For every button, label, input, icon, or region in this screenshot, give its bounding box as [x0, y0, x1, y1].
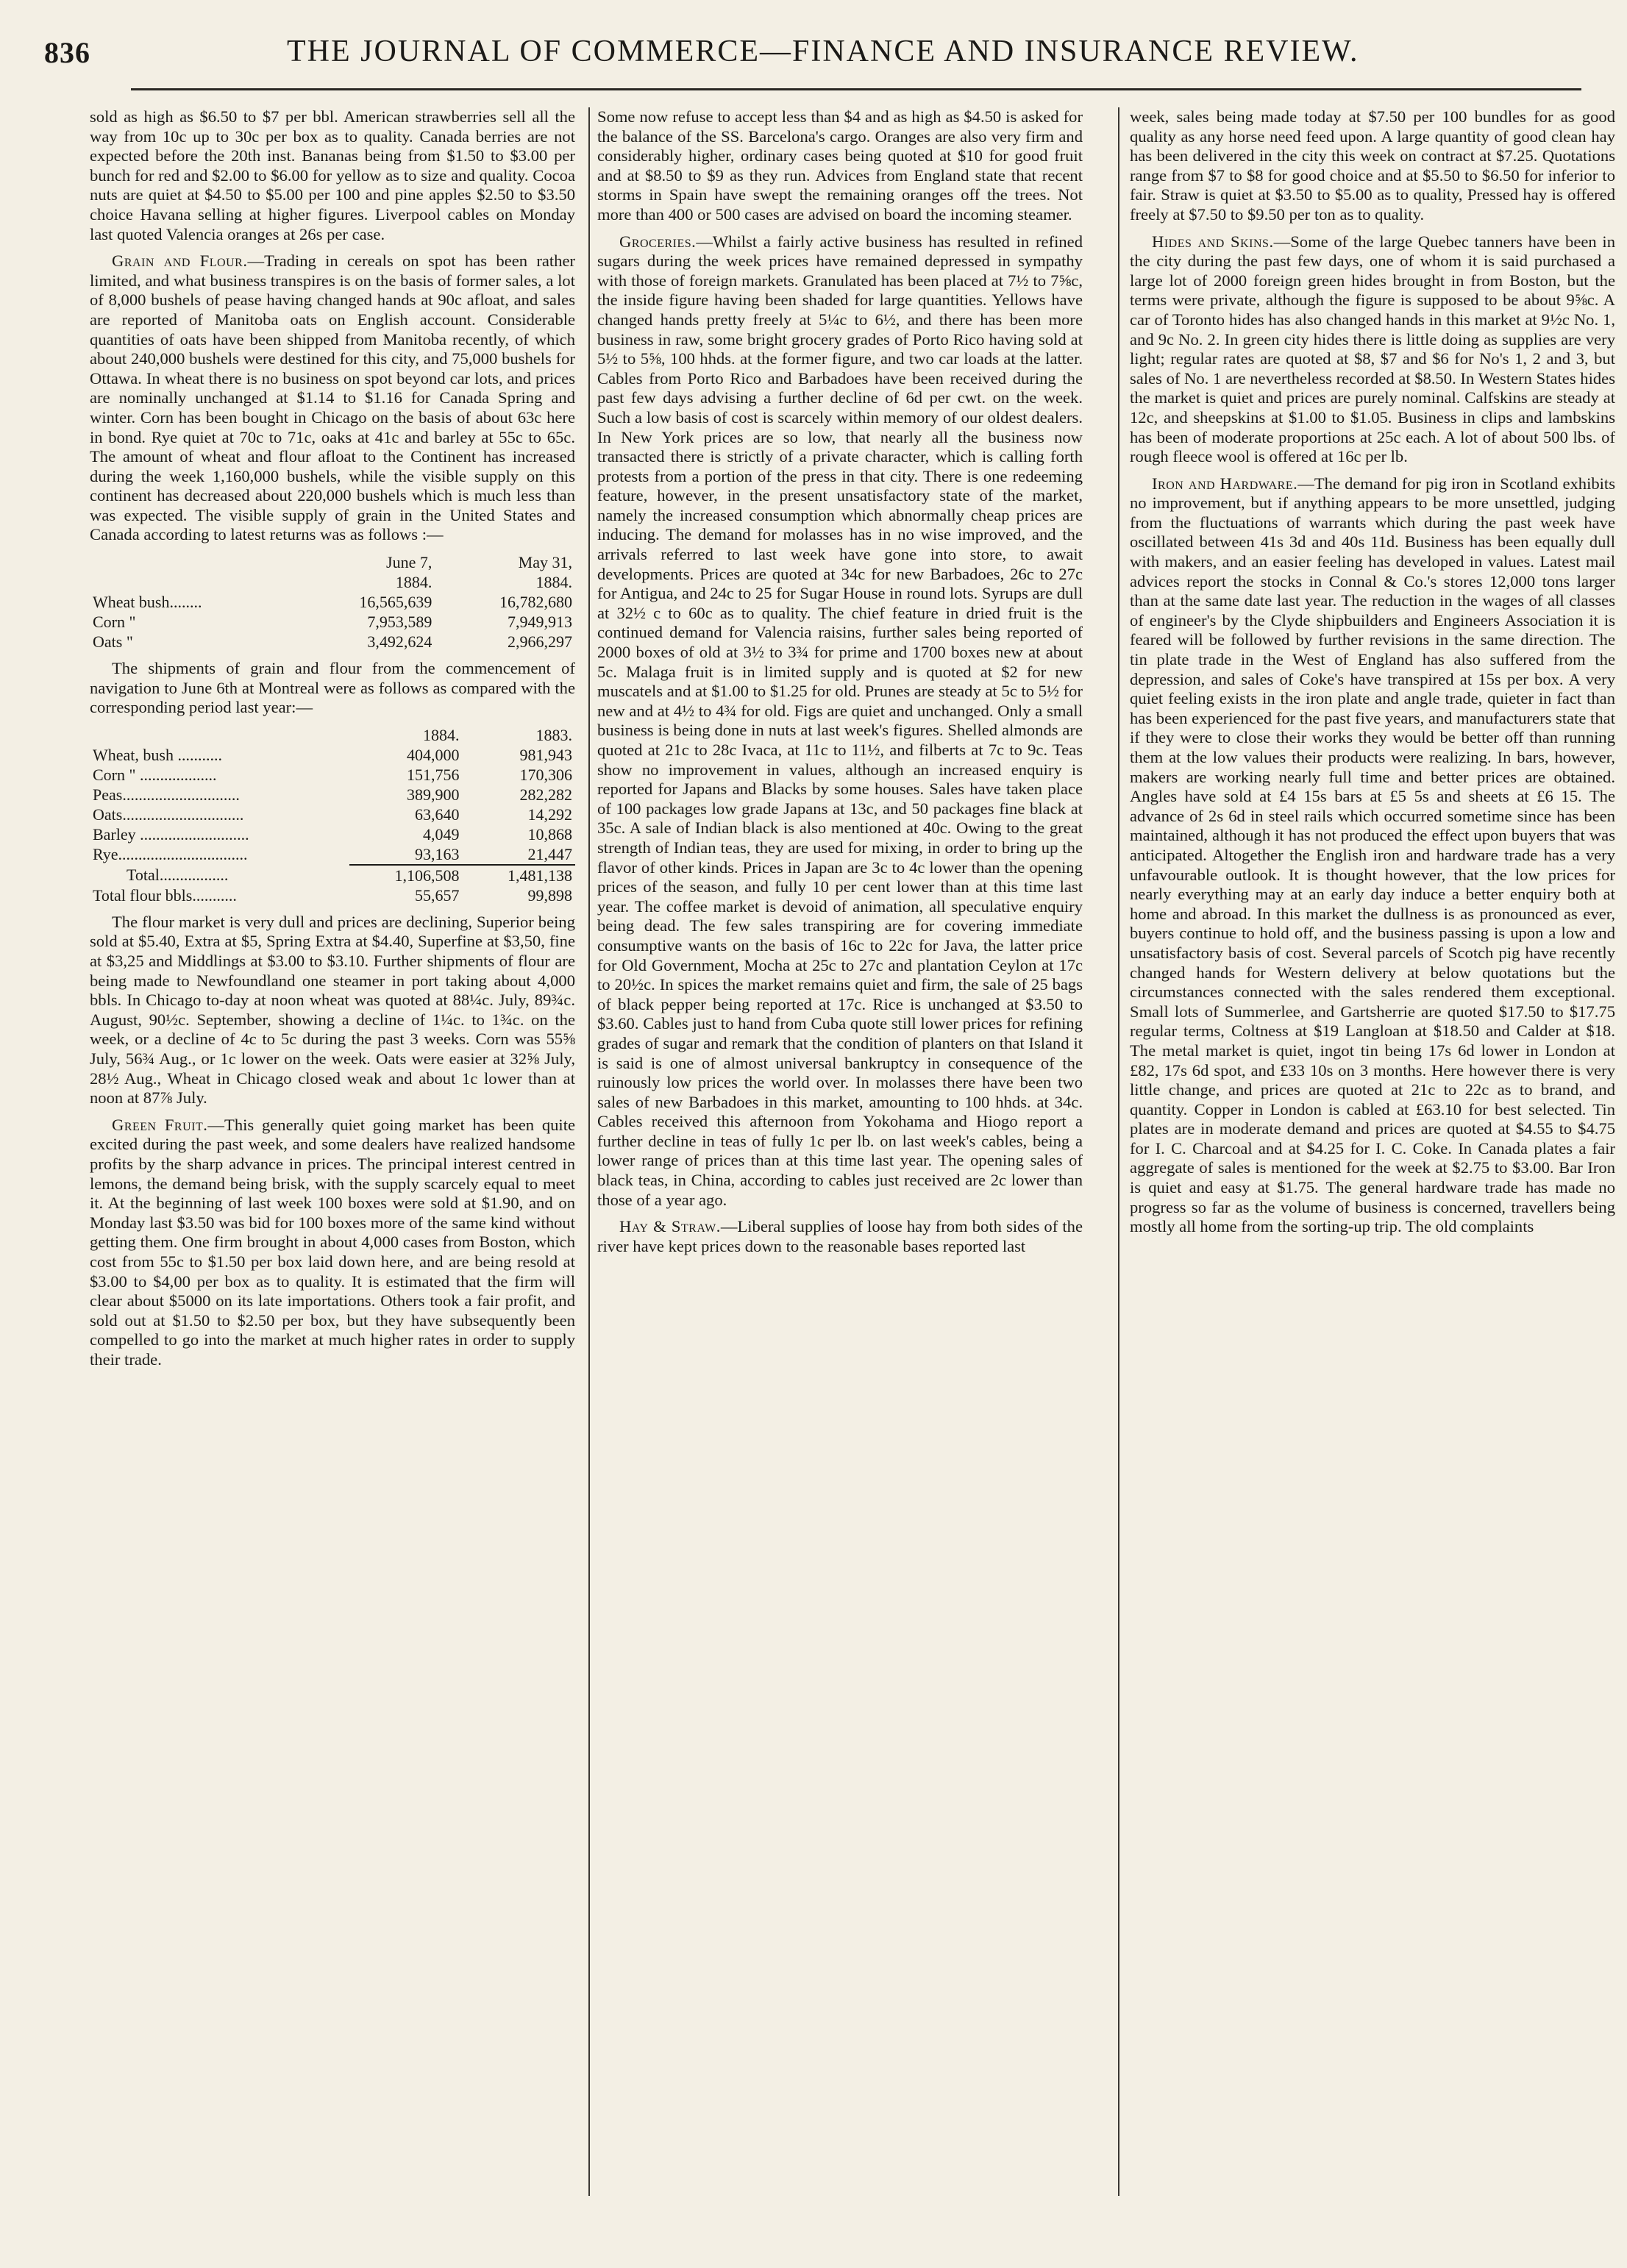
paragraph: The flour market is very dull and prices are declining, Superior being sold at $5.40, Extra at $5, Spring Extra at $4.40, Superfine at $3,50, fine at $3,25 and Middlings at $3.00 to $3.10. Further shipments of flour are being made to Newfoundland one steamer in port taking about 4,000 bbls. In Chicago to-day at noon wheat was quoted at 88¼c. July, 89¾c. August, 90½c. September, showing a decline of 1¼c. to 1¾c. on the week, or a decline of 4c to 5c during the past 3 weeks. Corn was 55⅝ July, 56¾ Aug., or 1c lower on the week. Oats were easier at 32⅝ July, 28½ Aug., Wheat in Chicago closed weak and about 1c lower than at noon at 87⅞ July. — [90, 912, 575, 1108]
paragraph: Some now refuse to accept less than $4 and as high as $4.50 is asked for the balance of the SS. Barcelona's cargo. Oranges are also very firm and considerably higher, ordinary cases being quoted at $10 for good fruit and at $8.50 to $9 as they run. Advices from England state that recent storms in Spain have swept the remaining oranges off the trees. Not more than 400 or 500 cases are advised on board the incoming steamer. — [597, 107, 1083, 224]
journal-title: THE JOURNAL OF COMMERCE—FINANCE AND INSURANCE REVIEW. — [287, 35, 1359, 68]
table-header-empty — [90, 552, 295, 572]
cell: 16,565,639 — [359, 593, 432, 612]
cell: 1,481,138 — [462, 865, 575, 885]
cell: 7,953,589 — [367, 613, 432, 632]
paragraph-text: —This generally quiet going market has been quite excited during the past week, and some dealers have realized handsome profits by the sharp advance in prices. The principal interest centred in lemons, the demand being brisk, with the supply scarcely equal to meet it. At the beginning of last week 100 boxes were sold at $1.90, and on Monday last $3.50 was bid for 100 boxes more of the same kind without getting them. One firm brought in about 4,000 cases from Boston, which cost from 55c to $1.50 per box laid down here, and are being resold at $3.00 to $4,00 per box as to quality. It is estimated that the firm will clear about $5000 on its late importations. Others took a fair profit, and sold out at $1.50 to $2.50 per box, but they have subsequently been compelled to go into the market at much higher rates in order to supply their trade. — [90, 1115, 575, 1369]
paragraph-text: —The demand for pig iron in Scotland exhibits no improvement, but if anything appears to be more unsettled, judging from the fluctuations of warrants which during the past week have oscillated between 41s 3d and 40s 11d. Business has been equally dull with makers, and an easier feeling has developed in values. Latest mail advices report the stocks in Connal & Co.'s stores 12,000 tons larger than at the same date last year. The reduction in the wages of all classes of engineer's by the Clyde shipbuilders and Engineers Association it is feared will be followed by further revisions in the same direction. The tin plate trade in the West of England has also suffered from the depression, and sales of Coke's have transpired at 15s per box. A very quiet feeling exists in the iron plate and angle trade, quieter in fact than has been experienced for the past five years, and manufacturers state that if they were to close their works they would be better off than running them at the low values their products were realizing. In bars, however, makers are working nearly full time and better prices are obtained. Angles have sold at £4 15s bars at £5 5s and sheets at £6 15. The advance of 2s 6d in steel rails which occurred sometime since has been maintained, although it has not produced the effect upon buyers that was anticipated. Altogether the English iron and hardware trade has a very unfavourable outlook. It is thought however, that the low prices for nearly everything may at an early day induce a better enquiry both at home and abroad. In this market the dullness is as pronounced as ever, buyers continue to hold off, and the business passing is upon a low and unsatisfactory basis of cost. Several parcels of Scotch pig have recently changed hands for Western delivery at below quotations but the circumstances connected with the sales rendered them exceptional. Small lots of Summerlee, and Gartsherrie are quoted $17.50 to $17.75 regular terms, Coltness at $19 Langloan at $18.50 and Calder at $18. The metal market is quiet, ingot tin being 17s 6d lower in London at £82, 17s 6d spot, and £33 10s on 3 months. Here however there is very little change, and prices are quoted at 21c to 22c as to brand, and quantity. Copper in London is cabled at £63.10 for best selected. Tin plates are in moderate demand and prices are quoted at $4.55 to $4.75 for I. C. Charcoal and at $4.25 for I. C. Coke. In Canada plates a fair aggregate of sales is mentioned for the week at $2.75 to $3.00. Bar Iron is quiet and easy at $1.75. The general hardware trade has made no progress so far as the volume of business is concerned, travellers being mostly all home from the sorting-up trip. The old complaints — [1130, 474, 1615, 1236]
flour-total-row — [90, 885, 575, 905]
row-label: Barley ........................... — [93, 824, 249, 844]
paragraph: sold as high as $6.50 to $7 per bbl. American strawberries sell all the way from 10c up to 30c per box as to quality. Canada berries are not expected before the 20th inst. Bananas being from $1.50 to $3.00 per bunch for red and $2.00 to $6.00 for yellow as to size and quality. Cocoa nuts are quiet at $4.50 to $5.00 per 100 and pine apples $2.50 to $3.50 choice Havana selling at higher figures. Liverpool cables on Monday last quoted Valencia oranges at 26s per case. — [90, 107, 575, 243]
cell: 21,447 — [527, 844, 572, 863]
row-label: Oats " — [93, 632, 133, 652]
row-label: Total flour bbls........... — [93, 885, 237, 905]
table-row — [90, 765, 575, 785]
column-header: 1884. — [422, 725, 460, 744]
cell: 404,000 — [406, 745, 460, 764]
cell: 14,292 — [527, 805, 572, 824]
cell: 99,898 — [527, 885, 572, 905]
row-label: Corn " ................... — [93, 765, 217, 784]
row-label: Total................. — [127, 866, 229, 885]
row-label: Wheat, bush ........... — [93, 745, 222, 764]
section-heading: Hay & Straw. — [619, 1217, 721, 1236]
section-heading: Green Fruit. — [112, 1115, 208, 1134]
column-header: 1884. — [395, 573, 432, 592]
article-grain-and-flour — [90, 252, 575, 545]
cell: 7,949,913 — [508, 613, 572, 632]
row-label: Peas............................. — [93, 785, 240, 804]
total-row — [90, 865, 575, 885]
section-heading: Iron and Hardware. — [1152, 474, 1298, 493]
cell: 170,306 — [519, 765, 572, 784]
article-green-fruit — [90, 1116, 575, 1370]
row-label: Corn " — [93, 613, 136, 632]
row-label: Oats.............................. — [93, 805, 244, 824]
cell: 55,657 — [414, 885, 460, 905]
column-divider — [588, 107, 590, 2196]
page-header — [44, 29, 1581, 88]
column-header: June 7, — [386, 553, 432, 572]
article-hay-and-straw — [597, 1217, 1083, 1256]
table-row — [90, 592, 575, 612]
paragraph-text: —Trading in cereals on spot has been rather limited, and what business transpires is on the basis of former sales, a lot of 8,000 bushels of pease having changed hands at 90c afloat, and sales are reported of Manitoba oats on English account. Considerable quantities of oats have been shipped from Manitoba recently, of which about 240,000 bushels were destined for this city, and 75,000 bushels for Ottawa. In wheat there is no business on spot beyond car lots, and prices are nominally unchanged at $1.14 to $1.16 for Canada Spring and winter. Corn has been bought in Chicago on the basis of about 63c here in bond. Rye quiet at 70c to 71c, oaks at 41c and barley at 55c to 65c. The amount of wheat and flour afloat to the Continent has increased during the week 1,160,000 bushels, while the visible supply on this continent has decreased about 220,000 bushels which is much less than was expected. The visible supply of grain in the United States and Canada according to latest returns was as follows :— — [90, 252, 575, 544]
cell: 2,966,297 — [508, 632, 572, 652]
cell: 93,163 — [414, 844, 460, 863]
row-label: Rye................................ — [93, 845, 248, 864]
cell: 16,782,680 — [499, 593, 572, 612]
cell: 282,282 — [519, 785, 572, 804]
visible-supply-table — [90, 552, 575, 652]
cell: 63,640 — [414, 805, 460, 824]
column-header: 1884. — [535, 573, 572, 592]
table-row — [90, 805, 575, 824]
row-label: Wheat bush........ — [93, 593, 202, 612]
column-divider — [1118, 107, 1119, 2196]
cell: 151,756 — [406, 765, 460, 784]
table-row — [90, 824, 575, 844]
cell: 3,492,624 — [367, 632, 432, 652]
page-number: 836 — [44, 36, 90, 69]
cell: 981,943 — [519, 745, 572, 764]
table-row — [90, 612, 575, 632]
section-heading: Grain and Flour. — [112, 252, 248, 271]
table-row — [90, 745, 575, 765]
table-row — [90, 632, 575, 652]
article-groceries — [597, 232, 1083, 1210]
paragraph-text: —Some of the large Quebec tanners have been in the city during the past few days, one of whom it is said purchased a large lot of 2000 foreign green hides brought in from Boston, but the terms were private, although the figure is supposed to be about 9⅝c. A car of Toronto hides has also changed hands in this market at 9½c No. 1, and 9c No. 2. In green city hides there is little doing as supplies are very light; regular rates are quoted at $8, $7 and $6 for No's 1, 2 and 3, but sales of No. 1 are nevertheless recorded at $8.50. In Western States hides the market is quiet and prices are purely nominal. Calfskins are steady at 12c, and sheepskins at $1.00 to $1.05. Business in clips and lambskins has been of moderate proportions at 25c each. A lot of about 500 lbs. of rough fleece wool is offered at 16c per lb. — [1130, 232, 1615, 466]
cell: 4,049 — [422, 824, 460, 844]
paragraph-text: —Liberal supplies of loose hay from both sides of the river have kept prices down to the reasonable bases reported last — [597, 1217, 1083, 1255]
column-1 — [90, 107, 575, 2196]
paragraph: The shipments of grain and flour from the commencement of navigation to June 6th at Montreal were as follows as compared with the corresponding period last year:— — [90, 659, 575, 717]
section-heading: Groceries. — [619, 232, 697, 251]
paragraph: week, sales being made today at $7.50 per 100 bundles for as good quality as any horse need feed upon. A large quantity of good clean hay has been delivered in the city this week on contract at $7.25. Quotations range from $7 to $8 for good choice and at $5.50 to $6.50 for inferior to fair. Straw is quiet at $3.50 to $5.00 as to quality, Pressed hay is offered freely at $7.50 to $9.50 per ton as to quality. — [1130, 107, 1615, 224]
cell: 389,900 — [406, 785, 460, 804]
cell: 1,106,508 — [349, 865, 463, 885]
column-3 — [1130, 107, 1615, 2196]
header-rule — [131, 88, 1581, 90]
article-iron-and-hardware — [1130, 474, 1615, 1237]
paragraph-text: —Whilst a fairly active business has resulted in refined sugars during the week prices have remained depressed in sympathy with those of foreign markets. Granulated has been placed at 7½ to 7⅝c, the inside figure having been shaded for large quantities. Yellows have changed hands pretty freely at 5¼c to 6½, and there has been more business in raw, some bright grocery grades of Porto Rico having sold at 5½ to 5⅝, 100 hhds. at the former figure, and two car loads at the latter. Cables from Porto Rico and Barbadoes have been received during the past few days advising a further decline of 6d per cwt. on the week. Such a low basis of cost is scarcely within memory of our oldest dealers. In New York prices are so low, that nearly all the business now transacted there is strictly of a private character, which is calling forth protests from a portion of the press in that city. There is one redeeming feature, however, in the present unsatisfactory state of the market, namely the increased consumption which abnormally cheap prices are inducing. The demand for molasses has in no wise improved, and the arrivals referred to last week have gone into store, to await developments. Prices are quoted at 34c for new Barbadoes, 26c to 27c for Antigua, and 24c to 25 for Sugar House in round lots. Syrups are dull at 32½ c to 60c as to quality. The chief feature in dried fruit is the continued demand for Valencia raisins, further sales being reported of 2000 boxes of old at 3½ to 3¾ for prime and 1700 boxes new at about 5c. Malaga fruit is in limited supply and is quoted at $2 for new muscatels and at $1.00 to $1.25 for old. Prunes are steady at 5c to 5½ for new and at 4½ to 4¾ for old. Figs are quiet and unchanged. Only a small business is being done in nuts at last week's figures. Shelled almonds are quoted at 21c to 28c Ivaca, at 11c to 11½, and filberts at 7c to 9c. Teas show no improvement in values, although an increased enquiry is reported for Japans and Blacks by some houses. Sales have taken place of 100 packages low grade Japans at 13c, and 50 packages fine black at 35c. A sale of Indian black is also mentioned at 40c. Owing to the great strength of Indian teas, they are used for mixing, in order to bring up the flavor of other kinds. Prices in Japan are 3c to 4c lower than the opening prices of the season, and fully 10 per cent lower than at this time last year. The coffee market is devoid of animation, all speculative enquiry being dead. The few sales transpiring are for covering immediate consumptive wants on the basis of 16c to 22c for Java, the latter price for Old Government, Mocha at 25c to 27c and plantation Ceylon at 17c to 20½c. In spices the market remains quiet and firm, the sale of 25 bags of black pepper being reported at 17c. Rice is unchanged at $3.50 to $3.60. Cables just to hand from Cuba quote still lower prices for refining grades of sugar and remark that the condition of planters on that Island it is said is one of almost universal bankruptcy in consequence of the ruinously low prices the world over. In molasses there have been two sales of new Barbadoes in this market, amounting to 100 hhds. at 34c. Cables received this afternoon from Yokohama and Hiogo report a further decline in teas of fully 1c per lb. on last week's cables, being a lower range of prices than at this time last year. The opening sales of black teas, in China, according to cables just received are 2c lower than those of a year ago. — [597, 232, 1083, 1209]
article-hides-and-skins — [1130, 232, 1615, 467]
section-heading: Hides and Skins. — [1152, 232, 1274, 251]
table-row — [90, 785, 575, 805]
column-header: 1883. — [535, 725, 572, 744]
column-2 — [597, 107, 1083, 2196]
column-header: May 31, — [518, 553, 572, 572]
cell: 10,868 — [527, 824, 572, 844]
shipments-table — [90, 725, 575, 905]
table-row — [90, 844, 575, 865]
